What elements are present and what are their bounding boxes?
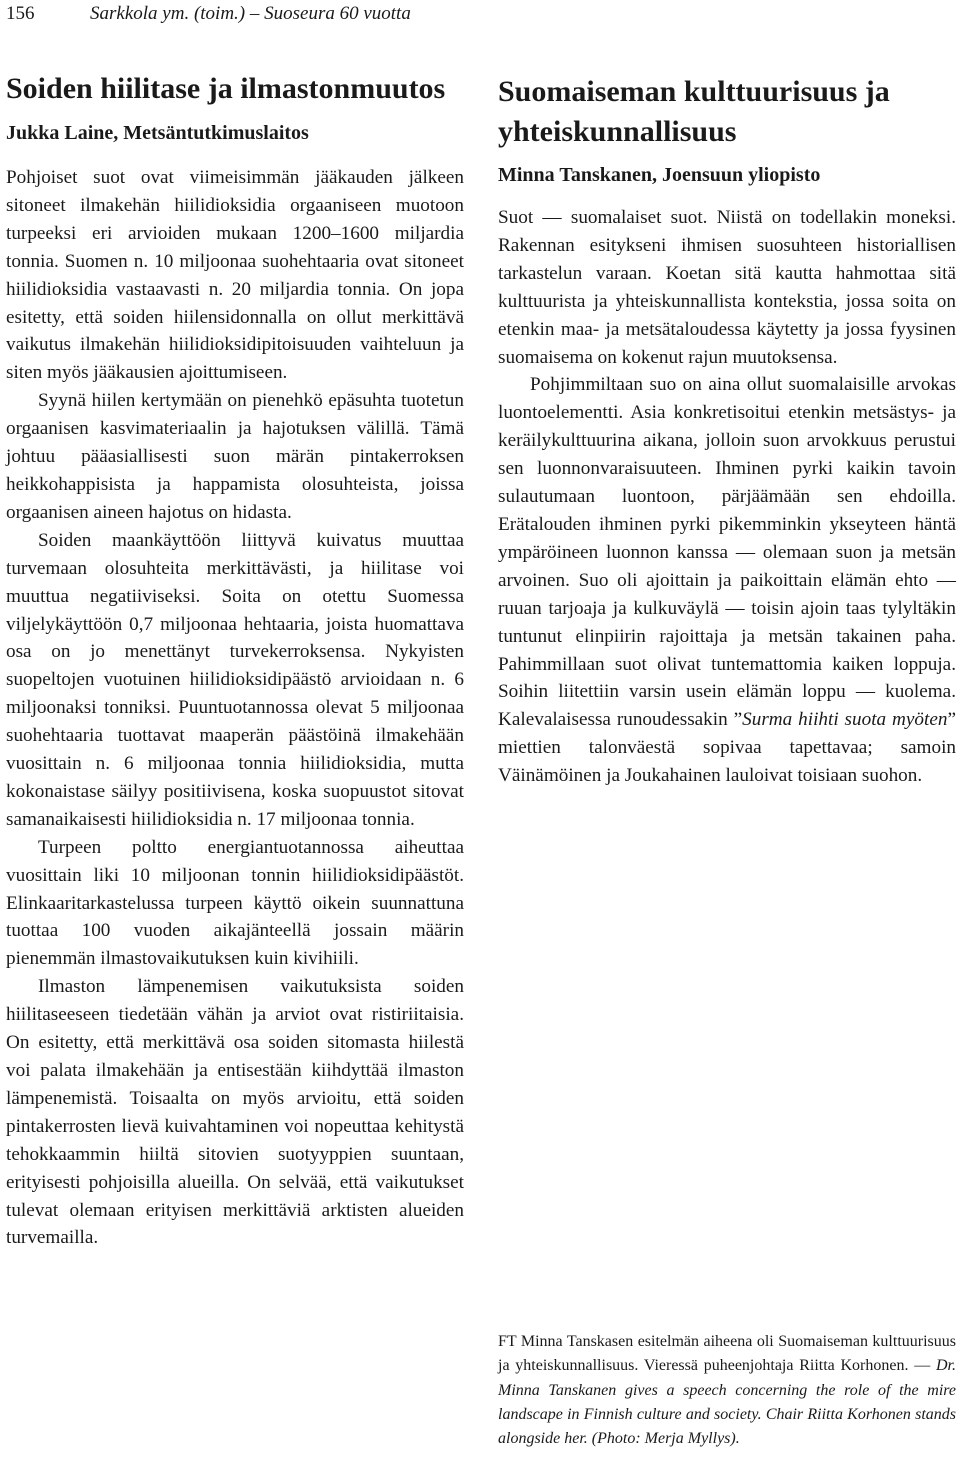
right-title-line-1: Suomaiseman kulttuurisuus ja: [498, 75, 890, 108]
right-paragraph-2: [498, 371, 956, 790]
poem-title: Surma hiihti suota myöten: [742, 709, 948, 731]
caption-finnish: FT Minna Tanskasen esitelmän aiheena oli Suomaiseman kulttuurisuus ja yhteiskunnallisuus. Vieressä puheenjohtaja Riitta Korhonen. —: [498, 1333, 956, 1375]
running-header: [6, 0, 956, 30]
right-paragraph-1: Suot — suomalaiset suot. Niistä on todellakin moneksi. Rakennan esitykseni ihmisen suosuhteen historiallisen tarkastelun varaan. Koetan sitä kautta hahmottaa sitä kulttuurista ja yhteiskunnallista kontekstia, jossa soita on etenkin maa- ja metsätaloudessa käytetty ja jossa fyysinen suomaisema on kokenut rajun muutoksensa.: [498, 207, 956, 368]
right-article-title: [498, 72, 956, 152]
running-title: Sarkkola ym. (toim.) – Suoseura 60 vuotta: [90, 3, 411, 24]
left-article-title: Soiden hiilitase ja ilmastonmuutos: [6, 72, 446, 105]
page-number: 156: [6, 3, 35, 24]
left-article-body: [6, 164, 464, 1252]
left-paragraph-3: Soiden maankäyttöön liittyvä kuivatus muuttaa turvemaan olosuhteita merkittävästi, ja hiilitase voi muuttua negatiiviseksi. Soita on otettu Suomessa viljelykäyttöön 0,7 miljoonaa hehtaaria, joista huomattava osa on jo menettänyt turvekerroksensa. Nykyisten suopeltojen vuotuinen hiilidioksidipäästö arvioidaan n. 6 miljoonaksi tonniksi. Puuntuotannossa olevat 5 miljoonaa suohehtaaria tuottavat maaperän päästöinä ilmakehään vuosittain n. 6 miljoonaa tonnia hiilidioksidia, mutta kokonaistase säilyy positiivisena, koska suopuustot sitovat samanaikaisesti hiilidioksidia n. 17 miljoonaa tonnia.: [6, 529, 464, 830]
right-article-author: Minna Tanskanen, Joensuun yliopisto: [498, 164, 821, 186]
photo-caption: [498, 1330, 956, 1451]
left-paragraph-2: Syynä hiilen kertymään on pienehkö epäsuhta tuotetun orgaanisen kasvimateriaalin ja hajotuksen välillä. Tämä johtuu pääasiallisesti suon märän pintakerroksen heikkohappisista ja happamista olosuhteista, joissa orgaanisen aineen hajotus on hidasta.: [6, 390, 464, 523]
left-paragraph-1: Pohjoiset suot ovat viimeisimmän jääkauden jälkeen sitoneet ilmakehän hiilidioksidia orgaaniseen muotoon turpeeksi eri arvioiden mukaan 1200–1600 miljardia tonnia. Suomen n. 10 miljoonaa suohehtaaria ovat sitoneet hiilidioksidia vastaavasti n. 20 miljardia tonnia. On jopa esitetty, että soiden hiilensidonnalla on ollut merkittävä vaikutus ilmakehän hiilidioksidipitoisuuden vaihteluun ja siten myös jääkausien ajoittumiseen.: [6, 167, 464, 384]
right-title-line-2: yhteiskunnallisuus: [498, 115, 737, 148]
left-article-author: Jukka Laine, Metsäntutkimuslaitos: [6, 122, 309, 144]
left-paragraph-5: Ilmaston lämpenemisen vaikutuksista soiden hiilitaseeseen tiedetään vähän ja arviot ovat ristiriitaisia. On esitetty, että merkittävä osa soiden sitomasta hiilestä voi palata ilmakehään ja entisestään kiihdyttää ilmaston lämpenemistä. Toisaalta on myös arvioitu, että soiden pintakerrosten lievä kuivahtaminen voi nopeuttaa kehitystä tehokkaammin hiiltä sitovien suotyyppien suuntaan, erityisesti pohjoisilla alueilla. On selvää, että vaikutukset tulevat olemaan erityisen merkittäviä arktisten alueiden turvemailla.: [6, 976, 464, 1249]
left-paragraph-4: Turpeen poltto energiantuotannossa aiheuttaa vuosittain liki 10 miljoonan tonnin hiilidioksidipäästöt. Elinkaaritarkastelussa turpeen käyttö oikein suunnattuna tuottaa 100 vuoden aikajänteellä jossain määrin pienemmän ilmastovaikutuksen kuin kivihiili.: [6, 836, 464, 970]
right-article-body: [498, 204, 956, 790]
right-paragraph-2-text: Pohjimmiltaan suo on aina ollut suomalaisille arvokas luontoelementti. Asia konkretisoitui etenkin metsästys- ja keräilykulttuurina aikana, jolloin suon arvokkuus perustui sen luonnonvaraisuuteen. Ihminen pyrki kaikin tavoin sulautumaan luontoon, pärjäämään sen ehdoilla. Erätalouden ihminen pyrki pikemminkin ykseyteen häntä ympäröineen luonnon kanssa — olemaan suon ja metsän arvoinen. Suo oli ajoittain ja paikoittain elämän ehto — ruuan tarjoaja ja kulkuväylä — toisin ajoin taas tylyltäkin tuntunut elinpiirin rajoittaja ja metsän takainen paha. Pahimmillaan suot olivat tuntemattomia kaiken loppuja. Soihin liitettiin varsin usein elämän loppu — kuolema. Kalevalaisessa runoudessakin ”: [498, 374, 956, 731]
right-paragraph-2-end: ” miettien talonväestä sopivaa tapettavaa; samoin Väinämöinen ja Joukahainen lauloivat toisiaan suohon.: [498, 709, 956, 787]
caption-english: Dr. Minna Tanskanen gives a speech concerning the role of the mire landscape in Finnish culture and society. Chair Riitta Korhonen stands alongside her. (Photo: Merja Myllys).: [498, 1357, 956, 1448]
